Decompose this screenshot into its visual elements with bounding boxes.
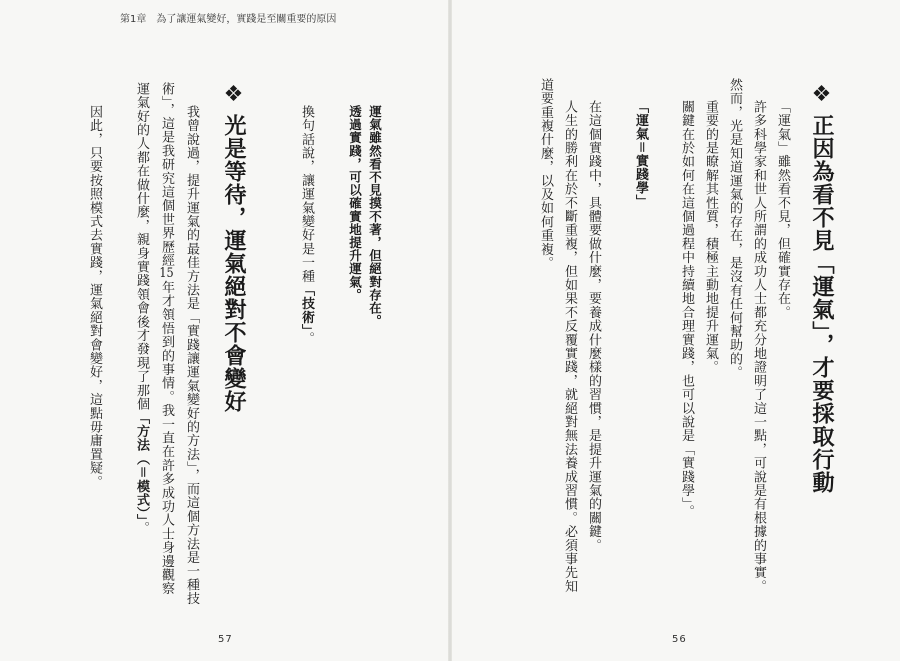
paragraph-conclusion: 因此，只要按照模式去實踐，運氣絕對會變好，這點毋庸置疑。 <box>87 105 102 489</box>
technique-emphasis: 「技術」 <box>299 283 314 332</box>
paragraph-method-line1: 我曾說過，提升運氣的最佳方法是「實踐讓運氣變好的方法」，而這個方法是一種技 <box>184 105 199 606</box>
paragraph-technique: 換句話說，讓運氣變好是一種「技術」。 <box>299 105 314 346</box>
paragraph-habits-line1: 在這個實踐中，具體要做什麼，要養成什麼樣的習慣，是提升運氣的關鍵。 <box>586 100 601 553</box>
paragraph-evidence-line2: 然而，光是知道運氣的存在，是沒有任何幫助的。 <box>727 78 742 380</box>
paragraph-habits-line3: 道要重複什麼，以及如何重複。 <box>538 78 553 270</box>
paragraph-habits-line2: 人生的勝利在於不斷重複，但如果不反覆實踐，就絕對無法養成習慣。必須事先知 <box>562 100 577 594</box>
running-head: 第1章 為了讓運氣變好，實踐是至關重要的原因 <box>120 14 337 25</box>
paragraph-method-line2: 術」，這是我研究這個世界歷經15年才領悟到的事情。我一直在許多成功人士身邊觀察 <box>159 82 174 596</box>
subheading-practice: 「運氣＝實踐學」 <box>633 100 648 208</box>
page-number: 57 <box>218 634 233 645</box>
page-number: 56 <box>672 634 687 645</box>
section-heading-luck-invisible: ❖正因為看不見「運氣」，才要採取行動 <box>809 82 834 494</box>
paragraph-method-line3: 運氣好的人都在做什麼，親身實踐領會後才發現了那個「方法（＝模式）」。 <box>134 82 149 535</box>
bold-statement-1: 運氣雖然看不見摸不著，但絕對存在。 <box>367 105 383 328</box>
paragraph-luck-exists: 「運氣」雖然看不見，但確實存在。 <box>775 100 790 320</box>
paragraph-evidence-line1: 許多科學家和世人所謂的成功人士都充分地證明了這一點，可說是有根據的事實。 <box>751 100 766 594</box>
paragraph-importance-line1: 重要的是瞭解其性質，積極主動地提升運氣。 <box>703 100 718 374</box>
section-heading-waiting: ❖光是等待，運氣絕對不會變好 <box>221 82 246 413</box>
bold-statement-2: 透過實踐，可以確實地提升運氣。 <box>347 105 363 302</box>
method-emphasis: 「方法（＝模式）」 <box>134 410 149 522</box>
paragraph-importance-line2: 關鍵在於如何在這個過程中持續地合理實踐，也可以說是「實踐學」。 <box>679 100 694 519</box>
diamond-bullet-icon: ❖ <box>809 82 834 108</box>
right-page <box>450 0 900 661</box>
diamond-bullet-icon: ❖ <box>221 82 246 108</box>
